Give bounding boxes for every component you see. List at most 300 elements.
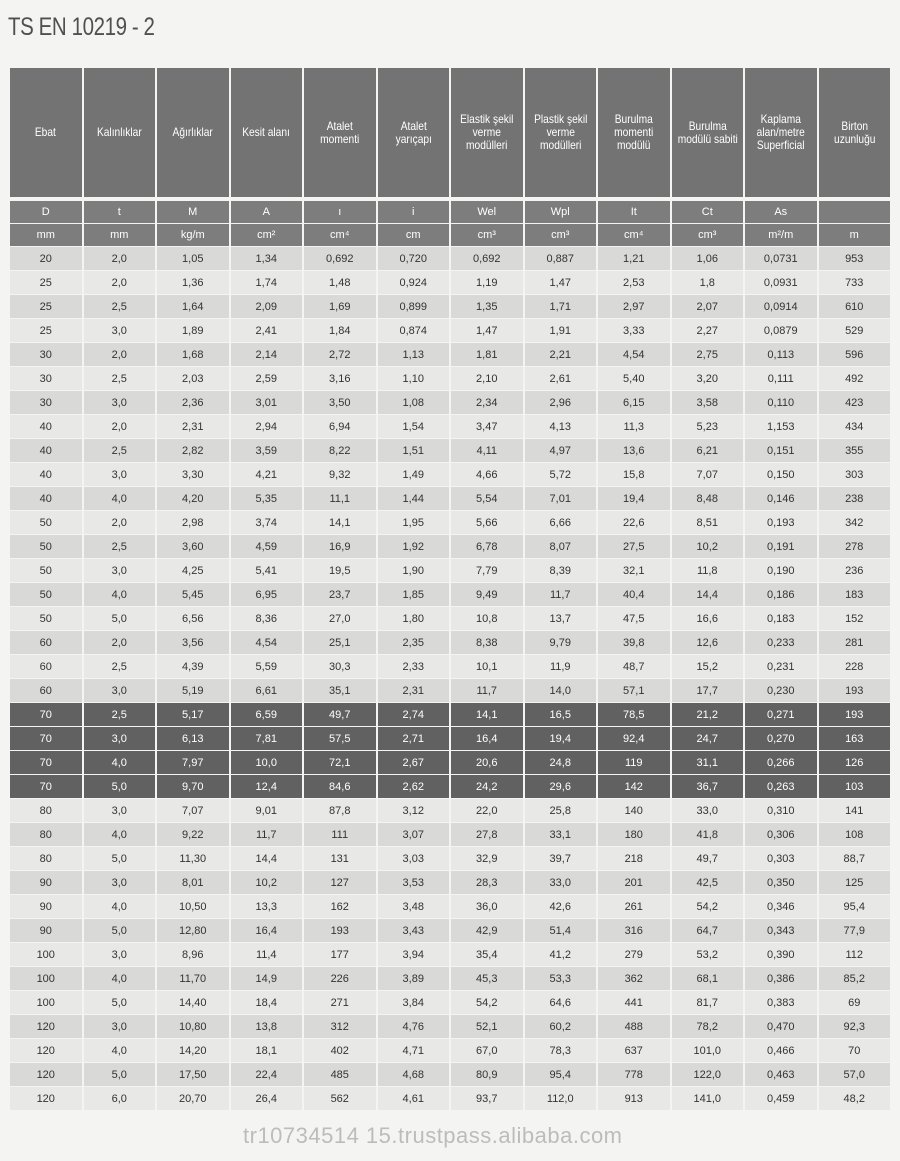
- table-cell: 60: [10, 631, 82, 654]
- table-cell: 101,0: [672, 1039, 744, 1062]
- table-cell: 14,20: [157, 1039, 229, 1062]
- column-header: Ebat: [10, 68, 82, 197]
- table-cell: 1,85: [378, 583, 450, 606]
- table-cell: 0,924: [378, 271, 450, 294]
- table-cell: 0,191: [745, 535, 817, 558]
- table-cell: 5,72: [525, 463, 597, 486]
- table-cell: 0,720: [378, 247, 450, 270]
- table-cell: 95,4: [819, 895, 891, 918]
- table-cell: 3,20: [672, 367, 744, 390]
- table-cell: 610: [819, 295, 891, 318]
- table-cell: 362: [598, 967, 670, 990]
- table-cell: 60,2: [525, 1015, 597, 1038]
- table-cell: 0,263: [745, 775, 817, 798]
- table-cell: 303: [819, 463, 891, 486]
- unit-cell: cm²: [231, 224, 303, 246]
- table-cell: 25: [10, 271, 82, 294]
- table-cell: 228: [819, 655, 891, 678]
- table-cell: 201: [598, 871, 670, 894]
- table-cell: 6,0: [84, 1087, 156, 1110]
- table-cell: 2,31: [157, 415, 229, 438]
- table-cell: 2,5: [84, 703, 156, 726]
- table-cell: 8,36: [231, 607, 303, 630]
- table-cell: 120: [10, 1063, 82, 1086]
- table-cell: 19,4: [598, 487, 670, 510]
- table-row: [10, 535, 890, 558]
- table-cell: 2,62: [378, 775, 450, 798]
- table-cell: 119: [598, 751, 670, 774]
- table-cell: 3,47: [451, 415, 523, 438]
- table-cell: 8,39: [525, 559, 597, 582]
- table-cell: 0,470: [745, 1015, 817, 1038]
- table-cell: 5,45: [157, 583, 229, 606]
- table-cell: 5,19: [157, 679, 229, 702]
- specification-table: [8, 67, 892, 1111]
- unit-cell: cm³: [672, 224, 744, 246]
- table-cell: 3,53: [378, 871, 450, 894]
- table-cell: 103: [819, 775, 891, 798]
- table-cell: 2,5: [84, 439, 156, 462]
- table-cell: 6,94: [304, 415, 376, 438]
- table-cell: 0,231: [745, 655, 817, 678]
- table-cell: 18,4: [231, 991, 303, 1014]
- table-cell: 2,0: [84, 631, 156, 654]
- table-cell: 11,3: [598, 415, 670, 438]
- table-cell: 1,35: [451, 295, 523, 318]
- table-cell: 0,463: [745, 1063, 817, 1086]
- table-cell: 5,0: [84, 775, 156, 798]
- table-cell: 141: [819, 799, 891, 822]
- table-cell: 3,0: [84, 319, 156, 342]
- table-cell: 1,05: [157, 247, 229, 270]
- table-cell: 4,0: [84, 583, 156, 606]
- column-header: Atalet yarıçapı: [378, 68, 450, 197]
- table-cell: 24,7: [672, 727, 744, 750]
- table-row: [10, 727, 890, 750]
- table-cell: 25,1: [304, 631, 376, 654]
- table-cell: 1,74: [231, 271, 303, 294]
- column-header: Atalet momenti: [304, 68, 376, 197]
- table-cell: 2,98: [157, 511, 229, 534]
- symbol-cell: M: [157, 198, 229, 223]
- table-cell: 25,8: [525, 799, 597, 822]
- table-cell: 40: [10, 487, 82, 510]
- table-row: [10, 679, 890, 702]
- table-cell: 126: [819, 751, 891, 774]
- table-cell: 12,4: [231, 775, 303, 798]
- table-cell: 2,36: [157, 391, 229, 414]
- table-cell: 16,9: [304, 535, 376, 558]
- table-cell: 7,07: [672, 463, 744, 486]
- table-cell: 5,17: [157, 703, 229, 726]
- table-cell: 10,8: [451, 607, 523, 630]
- table-cell: 8,07: [525, 535, 597, 558]
- table-cell: 39,7: [525, 847, 597, 870]
- table-cell: 36,0: [451, 895, 523, 918]
- table-cell: 8,48: [672, 487, 744, 510]
- table-row: [10, 295, 890, 318]
- column-header-row: [10, 68, 890, 197]
- table-cell: 141,0: [672, 1087, 744, 1110]
- table-cell: 54,2: [451, 991, 523, 1014]
- table-cell: 0,306: [745, 823, 817, 846]
- table-cell: 77,9: [819, 919, 891, 942]
- table-cell: 14,40: [157, 991, 229, 1014]
- table-cell: 4,0: [84, 895, 156, 918]
- table-cell: 4,59: [231, 535, 303, 558]
- table-row: [10, 703, 890, 726]
- table-cell: 193: [304, 919, 376, 942]
- table-cell: 2,0: [84, 415, 156, 438]
- table-row: [10, 967, 890, 990]
- table-cell: 9,22: [157, 823, 229, 846]
- table-cell: 4,66: [451, 463, 523, 486]
- table-cell: 6,15: [598, 391, 670, 414]
- table-cell: 13,8: [231, 1015, 303, 1038]
- unit-cell: m²/m: [745, 224, 817, 246]
- table-cell: 33,1: [525, 823, 597, 846]
- table-cell: 14,9: [231, 967, 303, 990]
- table-row: [10, 775, 890, 798]
- table-cell: 3,58: [672, 391, 744, 414]
- table-cell: 25: [10, 319, 82, 342]
- table-cell: 0,0731: [745, 247, 817, 270]
- table-cell: 50: [10, 607, 82, 630]
- table-cell: 2,97: [598, 295, 670, 318]
- table-cell: 4,0: [84, 823, 156, 846]
- table-cell: 100: [10, 991, 82, 1014]
- table-cell: 4,54: [231, 631, 303, 654]
- table-cell: 0,390: [745, 943, 817, 966]
- table-cell: 0,193: [745, 511, 817, 534]
- table-cell: 562: [304, 1087, 376, 1110]
- table-cell: 5,23: [672, 415, 744, 438]
- table-cell: 2,33: [378, 655, 450, 678]
- table-cell: 8,01: [157, 871, 229, 894]
- table-cell: 70: [10, 751, 82, 774]
- table-cell: 28,3: [451, 871, 523, 894]
- table-cell: 16,4: [451, 727, 523, 750]
- table-cell: 0,0914: [745, 295, 817, 318]
- table-cell: 13,7: [525, 607, 597, 630]
- table-cell: 2,5: [84, 535, 156, 558]
- table-cell: 70: [819, 1039, 891, 1062]
- table-cell: 913: [598, 1087, 670, 1110]
- table-cell: 8,38: [451, 631, 523, 654]
- table-cell: 30: [10, 391, 82, 414]
- table-cell: 1,84: [304, 319, 376, 342]
- table-cell: 22,4: [231, 1063, 303, 1086]
- table-cell: 485: [304, 1063, 376, 1086]
- table-cell: 16,6: [672, 607, 744, 630]
- table-cell: 19,5: [304, 559, 376, 582]
- symbol-cell: ı: [304, 198, 376, 223]
- table-cell: 125: [819, 871, 891, 894]
- table-cell: 20: [10, 247, 82, 270]
- table-row: [10, 271, 890, 294]
- table-cell: 90: [10, 871, 82, 894]
- unit-cell: cm⁴: [304, 224, 376, 246]
- table-cell: 40: [10, 439, 82, 462]
- table-cell: 0,150: [745, 463, 817, 486]
- table-cell: 12,6: [672, 631, 744, 654]
- table-cell: 3,84: [378, 991, 450, 1014]
- table-cell: 10,2: [231, 871, 303, 894]
- table-cell: 3,0: [84, 391, 156, 414]
- table-cell: 50: [10, 559, 82, 582]
- table-cell: 50: [10, 583, 82, 606]
- table-cell: 5,0: [84, 1063, 156, 1086]
- table-cell: 42,5: [672, 871, 744, 894]
- table-cell: 2,0: [84, 343, 156, 366]
- table-cell: 11,7: [451, 679, 523, 702]
- table-cell: 35,1: [304, 679, 376, 702]
- table-cell: 162: [304, 895, 376, 918]
- table-cell: 100: [10, 943, 82, 966]
- table-cell: 78,2: [672, 1015, 744, 1038]
- symbol-cell: As: [745, 198, 817, 223]
- table-cell: 24,8: [525, 751, 597, 774]
- table-cell: 6,95: [231, 583, 303, 606]
- table-cell: 16,5: [525, 703, 597, 726]
- table-cell: 95,4: [525, 1063, 597, 1086]
- table-cell: 2,59: [231, 367, 303, 390]
- table-cell: 42,9: [451, 919, 523, 942]
- table-cell: 1,95: [378, 511, 450, 534]
- table-cell: 120: [10, 1087, 82, 1110]
- table-cell: 11,7: [231, 823, 303, 846]
- table-cell: 51,4: [525, 919, 597, 942]
- table-cell: 1,21: [598, 247, 670, 270]
- table-cell: 47,5: [598, 607, 670, 630]
- table-cell: 2,74: [378, 703, 450, 726]
- table-row: [10, 487, 890, 510]
- table-cell: 1,69: [304, 295, 376, 318]
- table-row: [10, 631, 890, 654]
- table-cell: 2,0: [84, 247, 156, 270]
- table-cell: 441: [598, 991, 670, 1014]
- unit-cell: mm: [10, 224, 82, 246]
- table-row: [10, 1039, 890, 1062]
- table-cell: 4,97: [525, 439, 597, 462]
- table-cell: 14,1: [304, 511, 376, 534]
- table-cell: 3,0: [84, 1015, 156, 1038]
- table-cell: 142: [598, 775, 670, 798]
- table-row: [10, 1015, 890, 1038]
- table-cell: 1,44: [378, 487, 450, 510]
- table-cell: 27,0: [304, 607, 376, 630]
- table-cell: 177: [304, 943, 376, 966]
- table-cell: 0,874: [378, 319, 450, 342]
- table-cell: 10,0: [231, 751, 303, 774]
- table-cell: 238: [819, 487, 891, 510]
- table-cell: 4,25: [157, 559, 229, 582]
- symbol-cell: [819, 198, 891, 223]
- table-cell: 11,9: [525, 655, 597, 678]
- table-cell: 3,03: [378, 847, 450, 870]
- table-cell: 596: [819, 343, 891, 366]
- unit-cell: cm⁴: [598, 224, 670, 246]
- table-cell: 0,151: [745, 439, 817, 462]
- column-header: Elastik şekil verme modülleri: [451, 68, 523, 197]
- table-cell: 1,80: [378, 607, 450, 630]
- table-cell: 5,35: [231, 487, 303, 510]
- table-cell: 70: [10, 727, 82, 750]
- table-cell: 14,0: [525, 679, 597, 702]
- table-cell: 218: [598, 847, 670, 870]
- table-cell: 70: [10, 775, 82, 798]
- table-cell: 54,2: [672, 895, 744, 918]
- table-cell: 0,386: [745, 967, 817, 990]
- table-cell: 30: [10, 343, 82, 366]
- table-cell: 1,51: [378, 439, 450, 462]
- table-cell: 1,10: [378, 367, 450, 390]
- table-cell: 23,7: [304, 583, 376, 606]
- table-cell: 1,90: [378, 559, 450, 582]
- table-cell: 11,7: [525, 583, 597, 606]
- table-cell: 1,06: [672, 247, 744, 270]
- table-cell: 78,5: [598, 703, 670, 726]
- table-cell: 10,1: [451, 655, 523, 678]
- table-cell: 1,36: [157, 271, 229, 294]
- table-cell: 3,07: [378, 823, 450, 846]
- table-cell: 19,4: [525, 727, 597, 750]
- table-cell: 90: [10, 895, 82, 918]
- table-cell: 0,887: [525, 247, 597, 270]
- table-cell: 0,692: [304, 247, 376, 270]
- table-cell: 312: [304, 1015, 376, 1038]
- table-cell: 3,0: [84, 679, 156, 702]
- table-cell: 0,899: [378, 295, 450, 318]
- table-row: [10, 559, 890, 582]
- table-cell: 1,92: [378, 535, 450, 558]
- table-cell: 1,34: [231, 247, 303, 270]
- table-cell: 68,1: [672, 967, 744, 990]
- table-cell: 2,53: [598, 271, 670, 294]
- table-cell: 24,2: [451, 775, 523, 798]
- table-cell: 57,0: [819, 1063, 891, 1086]
- table-cell: 3,12: [378, 799, 450, 822]
- table-cell: 6,56: [157, 607, 229, 630]
- table-cell: 0,233: [745, 631, 817, 654]
- table-cell: 3,33: [598, 319, 670, 342]
- table-cell: 5,40: [598, 367, 670, 390]
- table-cell: 279: [598, 943, 670, 966]
- table-cell: 2,21: [525, 343, 597, 366]
- table-cell: 778: [598, 1063, 670, 1086]
- table-cell: 0,459: [745, 1087, 817, 1110]
- symbol-cell: t: [84, 198, 156, 223]
- table-cell: 4,39: [157, 655, 229, 678]
- table-cell: 2,10: [451, 367, 523, 390]
- table-cell: 355: [819, 439, 891, 462]
- table-cell: 3,56: [157, 631, 229, 654]
- unit-cell: cm³: [525, 224, 597, 246]
- table-cell: 0,692: [451, 247, 523, 270]
- table-cell: 3,0: [84, 463, 156, 486]
- table-cell: 27,5: [598, 535, 670, 558]
- table-cell: 2,75: [672, 343, 744, 366]
- table-cell: 127: [304, 871, 376, 894]
- table-cell: 7,07: [157, 799, 229, 822]
- table-cell: 2,31: [378, 679, 450, 702]
- symbol-cell: Wel: [451, 198, 523, 223]
- table-cell: 5,66: [451, 511, 523, 534]
- table-row: [10, 367, 890, 390]
- table-cell: 5,59: [231, 655, 303, 678]
- table-cell: 40: [10, 415, 82, 438]
- table-cell: 39,8: [598, 631, 670, 654]
- table-cell: 3,01: [231, 391, 303, 414]
- table-cell: 3,0: [84, 943, 156, 966]
- table-cell: 36,7: [672, 775, 744, 798]
- table-cell: 2,61: [525, 367, 597, 390]
- table-cell: 953: [819, 247, 891, 270]
- table-cell: 40: [10, 463, 82, 486]
- table-cell: 21,2: [672, 703, 744, 726]
- table-row: [10, 247, 890, 270]
- table-cell: 193: [819, 703, 891, 726]
- table-cell: 2,27: [672, 319, 744, 342]
- table-cell: 3,60: [157, 535, 229, 558]
- table-cell: 0,0879: [745, 319, 817, 342]
- table-cell: 22,0: [451, 799, 523, 822]
- table-row: [10, 991, 890, 1014]
- table-cell: 57,1: [598, 679, 670, 702]
- table-cell: 5,54: [451, 487, 523, 510]
- table-cell: 529: [819, 319, 891, 342]
- table-cell: 0,0931: [745, 271, 817, 294]
- table-cell: 5,41: [231, 559, 303, 582]
- table-row: [10, 823, 890, 846]
- table-cell: 80: [10, 847, 82, 870]
- table-row: [10, 751, 890, 774]
- table-cell: 11,30: [157, 847, 229, 870]
- table-cell: 1,91: [525, 319, 597, 342]
- table-cell: 120: [10, 1039, 82, 1062]
- table-cell: 88,7: [819, 847, 891, 870]
- table-cell: 49,7: [304, 703, 376, 726]
- table-cell: 4,0: [84, 487, 156, 510]
- table-cell: 2,72: [304, 343, 376, 366]
- table-cell: 0,190: [745, 559, 817, 582]
- unit-cell: cm: [378, 224, 450, 246]
- table-cell: 14,4: [231, 847, 303, 870]
- column-header: Kaplama alan/metre Superficial: [745, 68, 817, 197]
- table-row: [10, 319, 890, 342]
- table-cell: 271: [304, 991, 376, 1014]
- table-cell: 0,110: [745, 391, 817, 414]
- table-cell: 9,49: [451, 583, 523, 606]
- table-cell: 2,07: [672, 295, 744, 318]
- table-cell: 4,0: [84, 1039, 156, 1062]
- table-cell: 25: [10, 295, 82, 318]
- table-cell: 11,1: [304, 487, 376, 510]
- table-cell: 2,35: [378, 631, 450, 654]
- table-cell: 316: [598, 919, 670, 942]
- table-cell: 1,19: [451, 271, 523, 294]
- symbol-cell: Wpl: [525, 198, 597, 223]
- table-cell: 29,6: [525, 775, 597, 798]
- table-cell: 13,3: [231, 895, 303, 918]
- table-row: [10, 391, 890, 414]
- table-cell: 261: [598, 895, 670, 918]
- table-row: [10, 439, 890, 462]
- table-cell: 2,5: [84, 655, 156, 678]
- table-cell: 92,4: [598, 727, 670, 750]
- table-cell: 42,6: [525, 895, 597, 918]
- table-cell: 434: [819, 415, 891, 438]
